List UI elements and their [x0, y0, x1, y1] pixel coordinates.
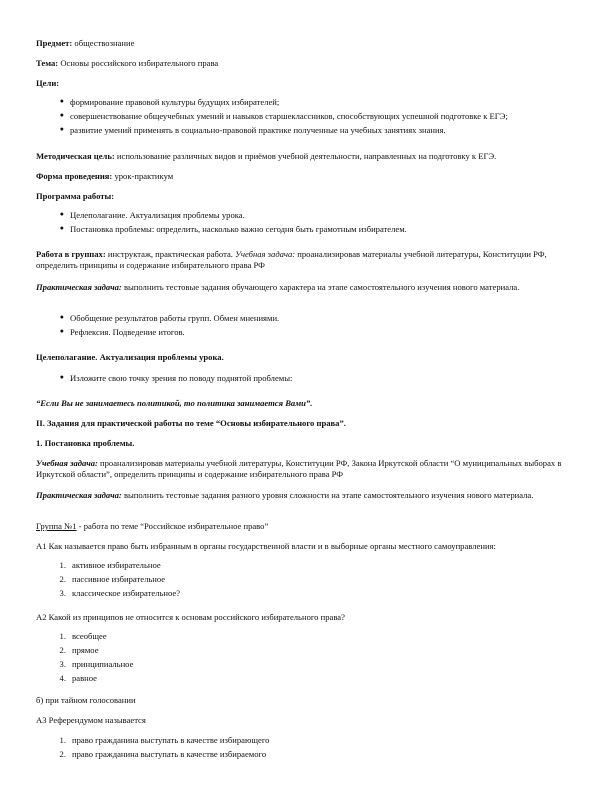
bullet-icon: ●: [59, 125, 64, 133]
option-text: принципиальное: [72, 659, 134, 669]
bullet-icon: ●: [59, 210, 64, 218]
group-1-text: - работа по теме “Российское избирательное право”: [76, 521, 269, 531]
method-goal-line: [36, 151, 582, 162]
group-work-paragraph: [36, 249, 582, 271]
bullet-icon: ●: [59, 373, 64, 381]
program-item-text: Целеполагание. Актуализация проблемы урока.: [70, 210, 245, 220]
group-work-text: инструктаж, практическая работа.: [105, 249, 236, 259]
question-a1: А1 Как называется право быть избранным в органы государственной власти и в выборные органы местного самоуправления:: [36, 541, 496, 551]
option-number: 2.: [59, 574, 66, 584]
group-1-line: [36, 521, 582, 532]
form-label: Форма проведения:: [36, 171, 113, 181]
goal-item-text: формирование правовой культуры будущих избирателей;: [70, 97, 280, 107]
practical-task-label: Практическая задача:: [36, 490, 122, 500]
goal-item-text: развитие умений применять в социально-правовой практике полученные на учебных занятиях знания.: [70, 125, 446, 135]
topic-line: [36, 58, 582, 69]
program-item-text: Рефлексия. Подведение итогов.: [70, 327, 185, 337]
bullet-icon: ●: [59, 97, 64, 105]
option-text: активное избирательное: [72, 560, 161, 570]
method-goal-value: использование различных видов и приёмов учебной деятельности, направленных на подготовку к ЕГЭ.: [114, 151, 497, 161]
bullet-icon: ●: [59, 224, 64, 232]
form-line: [36, 171, 582, 182]
bullet-icon: ●: [59, 313, 64, 321]
option-text: всеобщее: [72, 631, 107, 641]
practical-task-paragraph: [36, 490, 582, 501]
goal-setting-heading: Целеполагание. Актуализация проблемы урока.: [36, 352, 224, 362]
form-value: урок-практикум: [112, 171, 174, 181]
option-text: право гражданина выступать в качестве избирающего: [72, 735, 270, 745]
learning-task-label: Учебная задача:: [36, 458, 98, 468]
question-a2: А2 Какой из принципов не относится к основам российского избирательного права?: [36, 612, 345, 622]
option-text: равное: [72, 673, 97, 683]
bullet-icon: ●: [59, 111, 64, 119]
topic-value: Основы российского избирательного права: [58, 58, 219, 68]
subject-label: Предмет:: [36, 38, 73, 48]
goals-heading: Цели:: [36, 78, 60, 88]
quote: “Если Вы не занимаетесь политикой, то политика занимается Вами”.: [36, 398, 313, 408]
learning-task-text: проанализировав материалы учебной литературы, Конституции РФ, Закона Иркутской области “О муниципальных выборах в Иркутской области”, определить принципы и содержание избирательного права РФ: [36, 458, 562, 480]
program-item-text: Постановка проблемы: определить, насколько важно сегодня быть грамотным избирателем.: [70, 224, 407, 234]
practical-task-label: Практическая задача:: [36, 282, 122, 292]
section-2-heading: II. Задания для практической работы по теме “Основы избирательного права”.: [36, 418, 346, 428]
group-work-label: Работа в группах:: [36, 249, 106, 259]
option-number: 1.: [59, 631, 66, 641]
problem-heading: 1. Постановка проблемы.: [36, 438, 135, 448]
learning-task-label: Учебная задача:: [235, 249, 296, 259]
learning-task-paragraph: [36, 458, 582, 480]
option-text: пассивное избирательное: [72, 574, 166, 584]
subject-value: обществознание: [72, 38, 135, 48]
option-number: 3.: [59, 659, 66, 669]
practical-task-paragraph: [36, 282, 582, 293]
group-1-label: Группа №1: [36, 521, 77, 531]
program-item-text: Обобщение результатов работы групп. Обмен мнениями.: [70, 313, 280, 323]
practical-task-text: выполнить тестовые задания разного уровня сложности на этапе самостоятельного изучения нового материала.: [121, 490, 534, 500]
subject-line: [36, 38, 582, 49]
topic-label: Тема:: [36, 58, 59, 68]
practical-task-text: выполнить тестовые задания обучающего характера на этапе самостоятельного изучения нового материала.: [121, 282, 520, 292]
option-number: 1.: [59, 560, 66, 570]
option-number: 4.: [59, 673, 66, 683]
secret-vote-line: б) при тайном голосовании: [36, 695, 136, 705]
option-text: право гражданина выступать в качестве избираемого: [72, 749, 267, 759]
option-text: прямое: [72, 645, 99, 655]
question-a3: А3 Референдумом называется: [36, 715, 146, 725]
method-goal-label: Методическая цель:: [36, 151, 115, 161]
learning-task-text: проанализировав материалы учебной литературы, Конституции РФ, определить принципы и содержание избирательного права РФ: [36, 249, 547, 271]
bullet-icon: ●: [59, 327, 64, 335]
option-number: 2.: [59, 645, 66, 655]
option-number: 1.: [59, 735, 66, 745]
option-number: 3.: [59, 588, 66, 598]
program-heading: Программа работы:: [36, 191, 115, 201]
option-text: классическое избирательное?: [72, 588, 181, 598]
option-number: 2.: [59, 749, 66, 759]
goal-setting-item-text: Изложите свою точку зрения по поводу поднятой проблемы:: [70, 373, 293, 383]
goal-item-text: совершенствование общеучебных умений и навыков старшеклассников, способствующих успешной подготовке к ЕГЭ;: [70, 111, 508, 121]
